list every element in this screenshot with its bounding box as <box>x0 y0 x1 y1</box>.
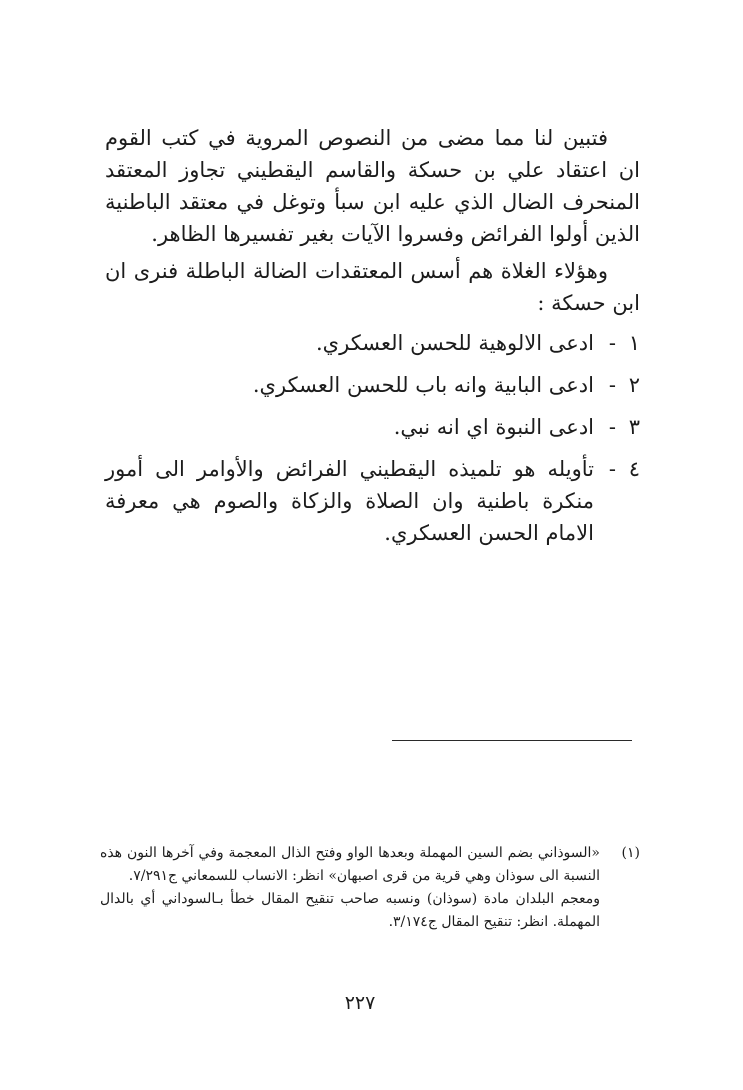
footnote-1 <box>100 842 640 934</box>
footnote-marker: (١) <box>621 845 640 861</box>
list-item-dash: - <box>608 373 616 397</box>
footnote-body <box>100 842 600 934</box>
list-item-number: ٣ <box>628 415 640 439</box>
list-item <box>105 369 640 401</box>
footnote-line: ومعجم البلدان مادة (سوذان) ونسبه صاحب تنقيح المقال خطأ بـالسوداني أي بالدال المهملة. انظر: تنقيح المقال ج٣/١٧٤. <box>100 891 600 930</box>
list-item-number: ٢ <box>628 373 640 397</box>
list-item-dash: - <box>608 415 616 439</box>
list-item <box>105 411 640 443</box>
list-item-text: ادعى الالوهية للحسن العسكري. <box>316 331 594 355</box>
list-item-text: تأويله هو تلميذه اليقطيني الفرائض والأوامر الى أمور منكرة باطنية وان الصلاة والزكاة والصوم هي معرفة الامام الحسن العسكري. <box>105 457 594 545</box>
main-text <box>105 122 640 559</box>
list-item-dash: - <box>608 331 616 355</box>
list-item-number: ٤ <box>628 457 640 481</box>
list-item-text: ادعى النبوة اي انه نبي. <box>393 415 594 439</box>
page-number: ٢٢٧ <box>344 992 376 1014</box>
list-item-number: ١ <box>628 331 640 355</box>
footnote-line: «السوذاني بضم السين المهملة وبعدها الواو وفتح الذال المعجمة وفي آخرها النون هذه النسبة الى سوذان وهي قرية من قرى اصبهان» انظر: الانساب للسمعاني ج٧/٢٩١. <box>100 845 600 884</box>
list-item <box>105 327 640 359</box>
paragraph-2: وهؤلاء الغلاة هم أسس المعتقدات الضالة الباطلة فنرى ان ابن حسكة : <box>105 259 640 315</box>
footnotes <box>100 842 640 934</box>
paragraph-1: فتبين لنا مما مضى من النصوص المروية في كتب القوم ان اعتقاد علي بن حسكة والقاسم اليقطيني تجاوز المعتقد المنحرف الضال الذي عليه ابن سبأ وتوغل في معتقد الباطنية الذين أولوا الفرائض وفسروا الآيات بغير تفسيرها الظاهر. <box>105 126 640 246</box>
list-item-dash: - <box>608 457 616 481</box>
list-item <box>105 453 640 549</box>
footnote-separator <box>392 740 632 741</box>
claims-list <box>105 327 640 549</box>
list-item-text: ادعى البابية وانه باب للحسن العسكري. <box>252 373 594 397</box>
